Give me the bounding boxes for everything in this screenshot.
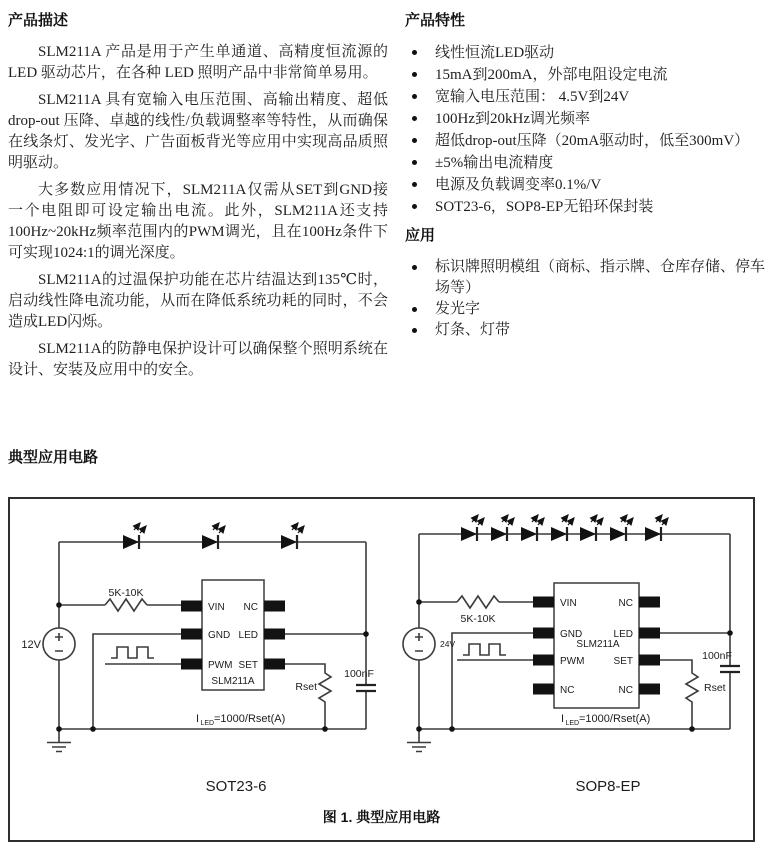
pin-label-set: SET [613,656,633,667]
capacitor-label: 100nF [344,668,374,680]
led-icon [551,515,574,541]
application-item [405,299,767,320]
led-icon [610,515,633,541]
bullet-icon [412,328,417,333]
bullet-icon [412,307,417,312]
feature-label: 线性恒流LED驱动 [435,45,555,61]
feature-item [405,174,767,196]
circuit-diagram-sot23-6 [21,523,376,795]
feature-item [405,196,767,218]
led-icon [123,523,146,549]
supply-label: 12V [21,639,41,651]
plus-minus-icon [55,633,63,651]
rset-label: Rset [704,682,726,694]
feature-item [405,86,767,108]
feature-item [405,64,767,86]
ground-icon [407,729,431,752]
feature-label: 100Hz到20kHz调光频率 [435,111,590,127]
feature-label: 电源及负载调变率0.1%/V [435,177,602,193]
pin-label-pwm: PWM [208,660,233,671]
circuit-diagram-sop8-ep [403,515,740,795]
feature-label: ±5%输出电流精度 [435,155,554,171]
series-resistor-icon [105,599,147,611]
bullet-icon [412,182,417,187]
applications-heading: 应用 [405,227,436,244]
application-item [405,257,767,299]
chip-name-label: SLM211A [211,676,255,687]
pin-label-nc: NC [618,598,633,609]
rset-label: Rset [295,681,317,693]
feature-label: 15mA到200mA，外部电阻设定电流 [435,67,668,83]
rset-resistor-icon [319,671,331,704]
series-resistor-label: 5K-10K [108,587,144,599]
capacitor-icon [720,666,740,672]
formula-subscript: LED [200,720,215,727]
capacitor-label: 100nF [702,650,732,662]
description-paragraph-1: SLM211A 产品是用于产生单通道、高精度恒流源的 LED 驱动芯片，在各种 LED 照明产品中非常简单易用。 [8,44,388,81]
formula-subscript: LED [565,720,580,727]
feature-item [405,130,767,152]
formula-i: I [196,713,200,725]
series-resistor-icon [457,596,499,608]
description-paragraph-4: SLM211A的过温保护功能在芯片结温达到135℃时，启动线性降电流功能，从而在降低系统功耗的同时，不会造成LED闪烁。 [8,272,388,330]
chip-name-label: SLM211A [576,639,620,650]
series-resistor-label: 5K-10K [460,613,496,625]
pin-label-vin: VIN [208,602,225,613]
application-label: 灯条、灯带 [435,322,511,338]
led-icon [521,515,544,541]
feature-label: SOT23-6，SOP8-EP无铅环保封装 [435,199,654,215]
bullet-icon [412,50,417,55]
bullet-icon [412,138,417,143]
pin-label-nc: NC [243,602,258,613]
feature-item [405,42,767,64]
led-icon [202,523,225,549]
bullet-icon [412,265,417,270]
features-list [405,42,767,218]
application-circuit-svg [10,499,753,840]
feature-item [405,152,767,174]
pin-label-pwm: PWM [560,656,585,667]
supply-label: 24V [440,639,456,649]
capacitor-icon [356,685,376,691]
led-icon [645,515,668,541]
typical-application-heading: 典型应用电路 [8,449,99,466]
figure-box [8,497,755,842]
led-icon [580,515,603,541]
application-label: 标识牌照明模组（商标、指示牌、仓库存储、停车场等） [435,259,766,296]
applications-list [405,257,767,341]
pin-label-gnd: GND [560,629,583,640]
application-item [405,320,767,341]
bullet-icon [412,94,417,99]
bullet-icon [412,204,417,209]
feature-label: 超低drop-out压降（20mA驱动时，低至300mV） [435,133,750,149]
pin-label-led: LED [613,629,633,640]
led-icon [281,523,304,549]
pin-label-set: SET [238,660,258,671]
package-label-sot23: SOT23-6 [205,778,267,795]
formula-i: I [561,713,565,725]
package-label-sop8: SOP8-EP [575,778,641,795]
bullet-icon [412,72,417,77]
ground-icon [47,729,71,752]
application-label: 发光字 [435,301,481,317]
feature-item [405,108,767,130]
feature-label: 宽输入电压范围： 4.5V到24V [435,89,630,105]
voltage-source-icon [43,628,75,660]
voltage-source-icon [403,628,435,660]
features-heading: 产品特性 [405,12,466,29]
formula-rest: =1000/Rset(A) [214,713,286,725]
formula-rest: =1000/Rset(A) [579,713,651,725]
pin-label-nc: NC [618,685,633,696]
pin-label-gnd: GND [208,630,231,641]
pin-label-vin: VIN [560,598,577,609]
description-paragraph-2: SLM211A 具有宽输入电压范围、高输出精度、超低 drop-out 压降、卓越的线性/负载调整率等特性，从而确保在线条灯、发光字、广告面板背光等应用中实现高品质照明驱动。 [8,92,388,171]
pin-label-led: LED [238,630,258,641]
description-paragraph-5: SLM211A的防静电保护设计可以确保整个照明系统在设计、安装及应用中的安全。 [8,341,388,378]
pwm-waveform-icon [463,644,506,655]
led-icon [461,515,484,541]
pwm-waveform-icon [111,647,154,658]
product-description-column [8,12,388,387]
plus-minus-icon [415,633,423,651]
pin-label-nc: NC [560,685,575,696]
led-icon [491,515,514,541]
figure-caption: 图 1. 典型应用电路 [322,809,441,825]
rset-resistor-icon [686,671,698,704]
product-description-heading: 产品描述 [8,12,69,29]
bullet-icon [412,116,417,121]
description-paragraph-3: 大多数应用情况下，SLM211A仅需从SET到GND接 一个电阻即可设定输出电流。此外，SLM211A还支持100Hz~20kHz频率范围内的PWM调光，且在100Hz条件下可实现1024:1的调光深度。 [8,182,388,261]
features-column [405,12,767,341]
bullet-icon [412,160,417,165]
